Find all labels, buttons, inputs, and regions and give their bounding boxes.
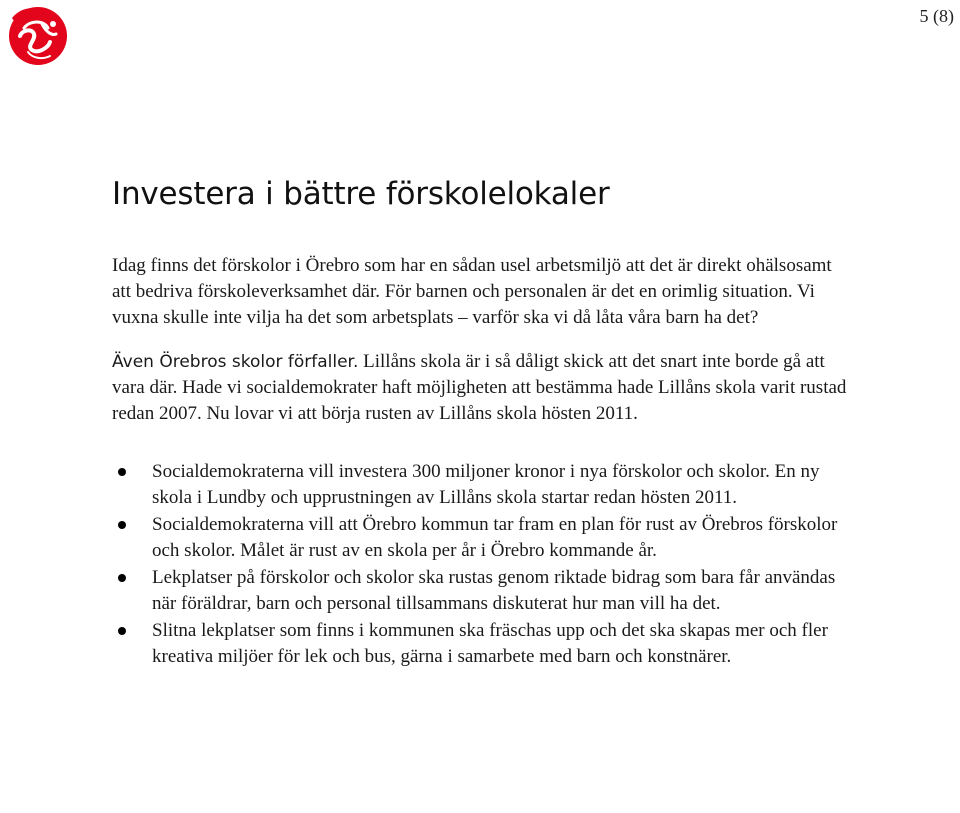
bullet-icon [118,468,126,476]
document-body [112,176,852,671]
page-number: 5 (8) [919,6,954,26]
rose-logo [2,2,70,70]
paragraph-lead: Även Örebros skolor förfaller. [112,352,359,372]
list-item: Socialdemokraterna vill investera 300 miljoner kronor i nya förskolor och skolor. En ny skola i Lundby och upprustningen av Lillåns skola startar redan hösten 2011. [112,459,852,510]
bullet-icon [118,627,126,635]
list-item: Slitna lekplatser som finns i kommunen ska fräschas upp och det ska skapas mer och fler kreativa miljöer för lek och bus, gärna i samarbete med barn och konstnärer. [112,618,852,669]
list-item: Lekplatser på förskolor och skolor ska rustas genom riktade bidrag som bara får användas när föräldrar, barn och personal tillsammans diskuterat hur man vill ha det. [112,565,852,616]
proposal-list [112,459,852,669]
schools-paragraph [112,349,852,427]
list-item: Socialdemokraterna vill att Örebro kommun tar fram en plan för rust av Örebros förskolor och skolor. Målet är rust av en skola per år i Örebro kommande år. [112,512,852,563]
paragraph-rest: Lillåns skola är i så dåligt skick att det snart inte borde gå att vara där. Hade vi socialdemokrater haft möjligheten att bestämma hade Lillåns skola varit rustad redan 2007. Nu lovar vi att börja rusten av Lillåns skola hösten 2011. [112,351,847,424]
intro-paragraph: Idag finns det förskolor i Örebro som har en sådan usel arbetsmiljö att det är direkt ohälsosamt att bedriva förskoleverksamhet där. För barnen och personalen är det en orimlig situation. Vi vuxna skulle inte vilja ha det som arbetsplats – varför ska vi då låta våra barn ha det? [112,255,832,328]
page-title: Investera i bättre förskolelokaler [112,176,610,212]
bullet-icon [118,574,126,582]
bullet-icon [118,521,126,529]
rose-icon [2,2,70,70]
